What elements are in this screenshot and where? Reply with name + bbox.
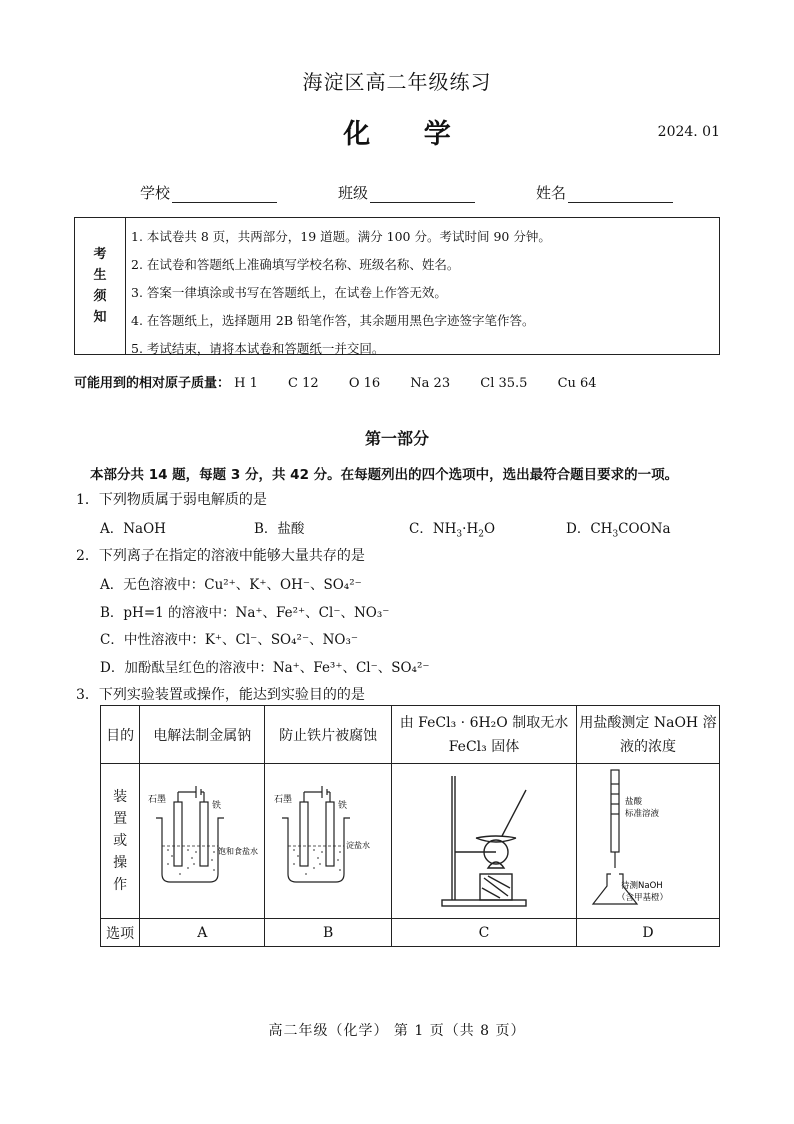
class-blank [370,186,475,203]
dilute-salt-label: 淀盐水 [346,841,371,850]
graphite-label: 石墨 [148,795,167,805]
atomic-mass: Na 23 [410,376,451,391]
school-field [140,182,277,203]
purpose-cell: 防止铁片被腐蚀 [265,706,392,764]
row-header-option: 选项 [101,919,140,947]
name-field [536,182,673,203]
notes-item: 2. 在试卷和答题纸上准确填写学校名称、班级名称、姓名。 [131,257,460,272]
name-label: 姓名 [536,184,567,202]
exam-notes-box [74,217,720,355]
evaporation-apparatus-diagram [392,764,576,914]
q2-option-d: D．加酚酞呈红色的溶液中：Na⁺、Fe³⁺、Cl⁻、SO₄²⁻ [100,660,430,676]
apparatus-a [140,764,265,919]
apparatus-b [265,764,392,919]
methyl-orange-label: （含甲基橙） [617,893,669,903]
notes-label: 考 生 须 知 [75,218,126,354]
exam-date: 2024. 01 [657,124,720,140]
apparatus-d [577,764,720,919]
titration-apparatus-diagram [577,764,719,914]
school-blank [172,186,277,203]
corrosion-apparatus-diagram [266,764,390,914]
atomic-mass: H 1 [234,376,258,391]
page-title: 海淀区高二年级练习 [302,70,492,94]
option-cell: C [391,919,576,947]
atomic-mass: Cl 35.5 [480,376,528,391]
apparatus-c [391,764,576,919]
q2-option-c: C．中性溶液中：K⁺、Cl⁻、SO₄²⁻、NO₃⁻ [100,632,358,648]
atomic-masses [74,372,623,391]
page-footer: 高二年级（化学） 第 1 页（共 8 页） [268,1023,526,1039]
q3-table [100,705,720,947]
part-title: 第一部分 [364,429,429,448]
q2-option-b: B．pH=1 的溶液中：Na⁺、Fe²⁺、Cl⁻、NO₃⁻ [100,605,390,621]
notes-item: 3. 答案一律填涂或书写在答题纸上，在试卷上作答无效。 [131,285,447,300]
notes-item: 1. 本试卷共 8 页，共两部分，19 道题。满分 100 分。考试时间 90 分钟。 [131,229,551,244]
iron-label: 铁 [212,801,222,811]
atomic-mass: C 12 [288,376,319,391]
naoh-label: 待测NaOH [621,881,663,891]
option-cell: B [265,919,392,947]
notes-list [131,223,551,363]
name-blank [568,186,673,203]
option-cell: D [577,919,720,947]
q1-option-d: D．$CH_3COONa$ [566,521,671,540]
hcl-label: 盐酸 [625,797,643,807]
graphite-label: 石墨 [274,795,293,805]
notes-item: 5. 考试结束，请将本试卷和答题纸一并交回。 [131,341,385,356]
q1-option-c: C．$NH_3\cdot H_2O$ [409,521,496,540]
q1-option-b: B．盐酸 [254,521,305,537]
question-3-stem: 3．下列实验装置或操作，能达到实验目的的是 [76,687,365,703]
saturated-salt-label: 饱和食盐水 [218,847,259,856]
q1-option-a: A．NaOH [100,521,166,537]
iron-label: 铁 [338,801,348,811]
atomic-masses-label: 可能用到的相对原子质量： [74,376,231,391]
question-1-stem: 1．下列物质属于弱电解质的是 [76,492,267,508]
table-row [101,764,720,919]
notes-item: 4. 在答题纸上，选择题用 2B 铅笔作答，其余题用黑色字迹签字笔作答。 [131,313,535,328]
question-2-stem: 2．下列离子在指定的溶液中能够大量共存的是 [76,548,365,564]
option-cell: A [140,919,265,947]
school-label: 学校 [140,184,171,202]
class-label: 班级 [338,184,369,202]
standard-solution-label: 标准溶液 [625,809,660,819]
electrolysis-apparatus-diagram [140,764,264,914]
table-row [101,919,720,947]
class-field [338,182,475,203]
q2-option-a: A．无色溶液中：Cu²⁺、K⁺、OH⁻、SO₄²⁻ [100,577,362,593]
purpose-cell: 用盐酸测定 NaOH 溶液的浓度 [577,706,720,764]
part-description: 本部分共 14 题，每题 3 分，共 42 分。在每题列出的四个选项中，选出最符合题目要求的一项。 [90,467,679,483]
purpose-cell: 电解法制金属钠 [140,706,265,764]
atomic-mass: O 16 [348,376,381,391]
row-header-purpose: 目的 [101,706,140,764]
subject-title: 化 学 [343,119,473,150]
atomic-mass: Cu 64 [557,376,597,391]
purpose-cell: 由 FeCl₃ · 6H₂O 制取无水 FeCl₃ 固体 [391,706,576,764]
row-header-apparatus: 装置或操作 [101,764,140,919]
table-row [101,706,720,764]
